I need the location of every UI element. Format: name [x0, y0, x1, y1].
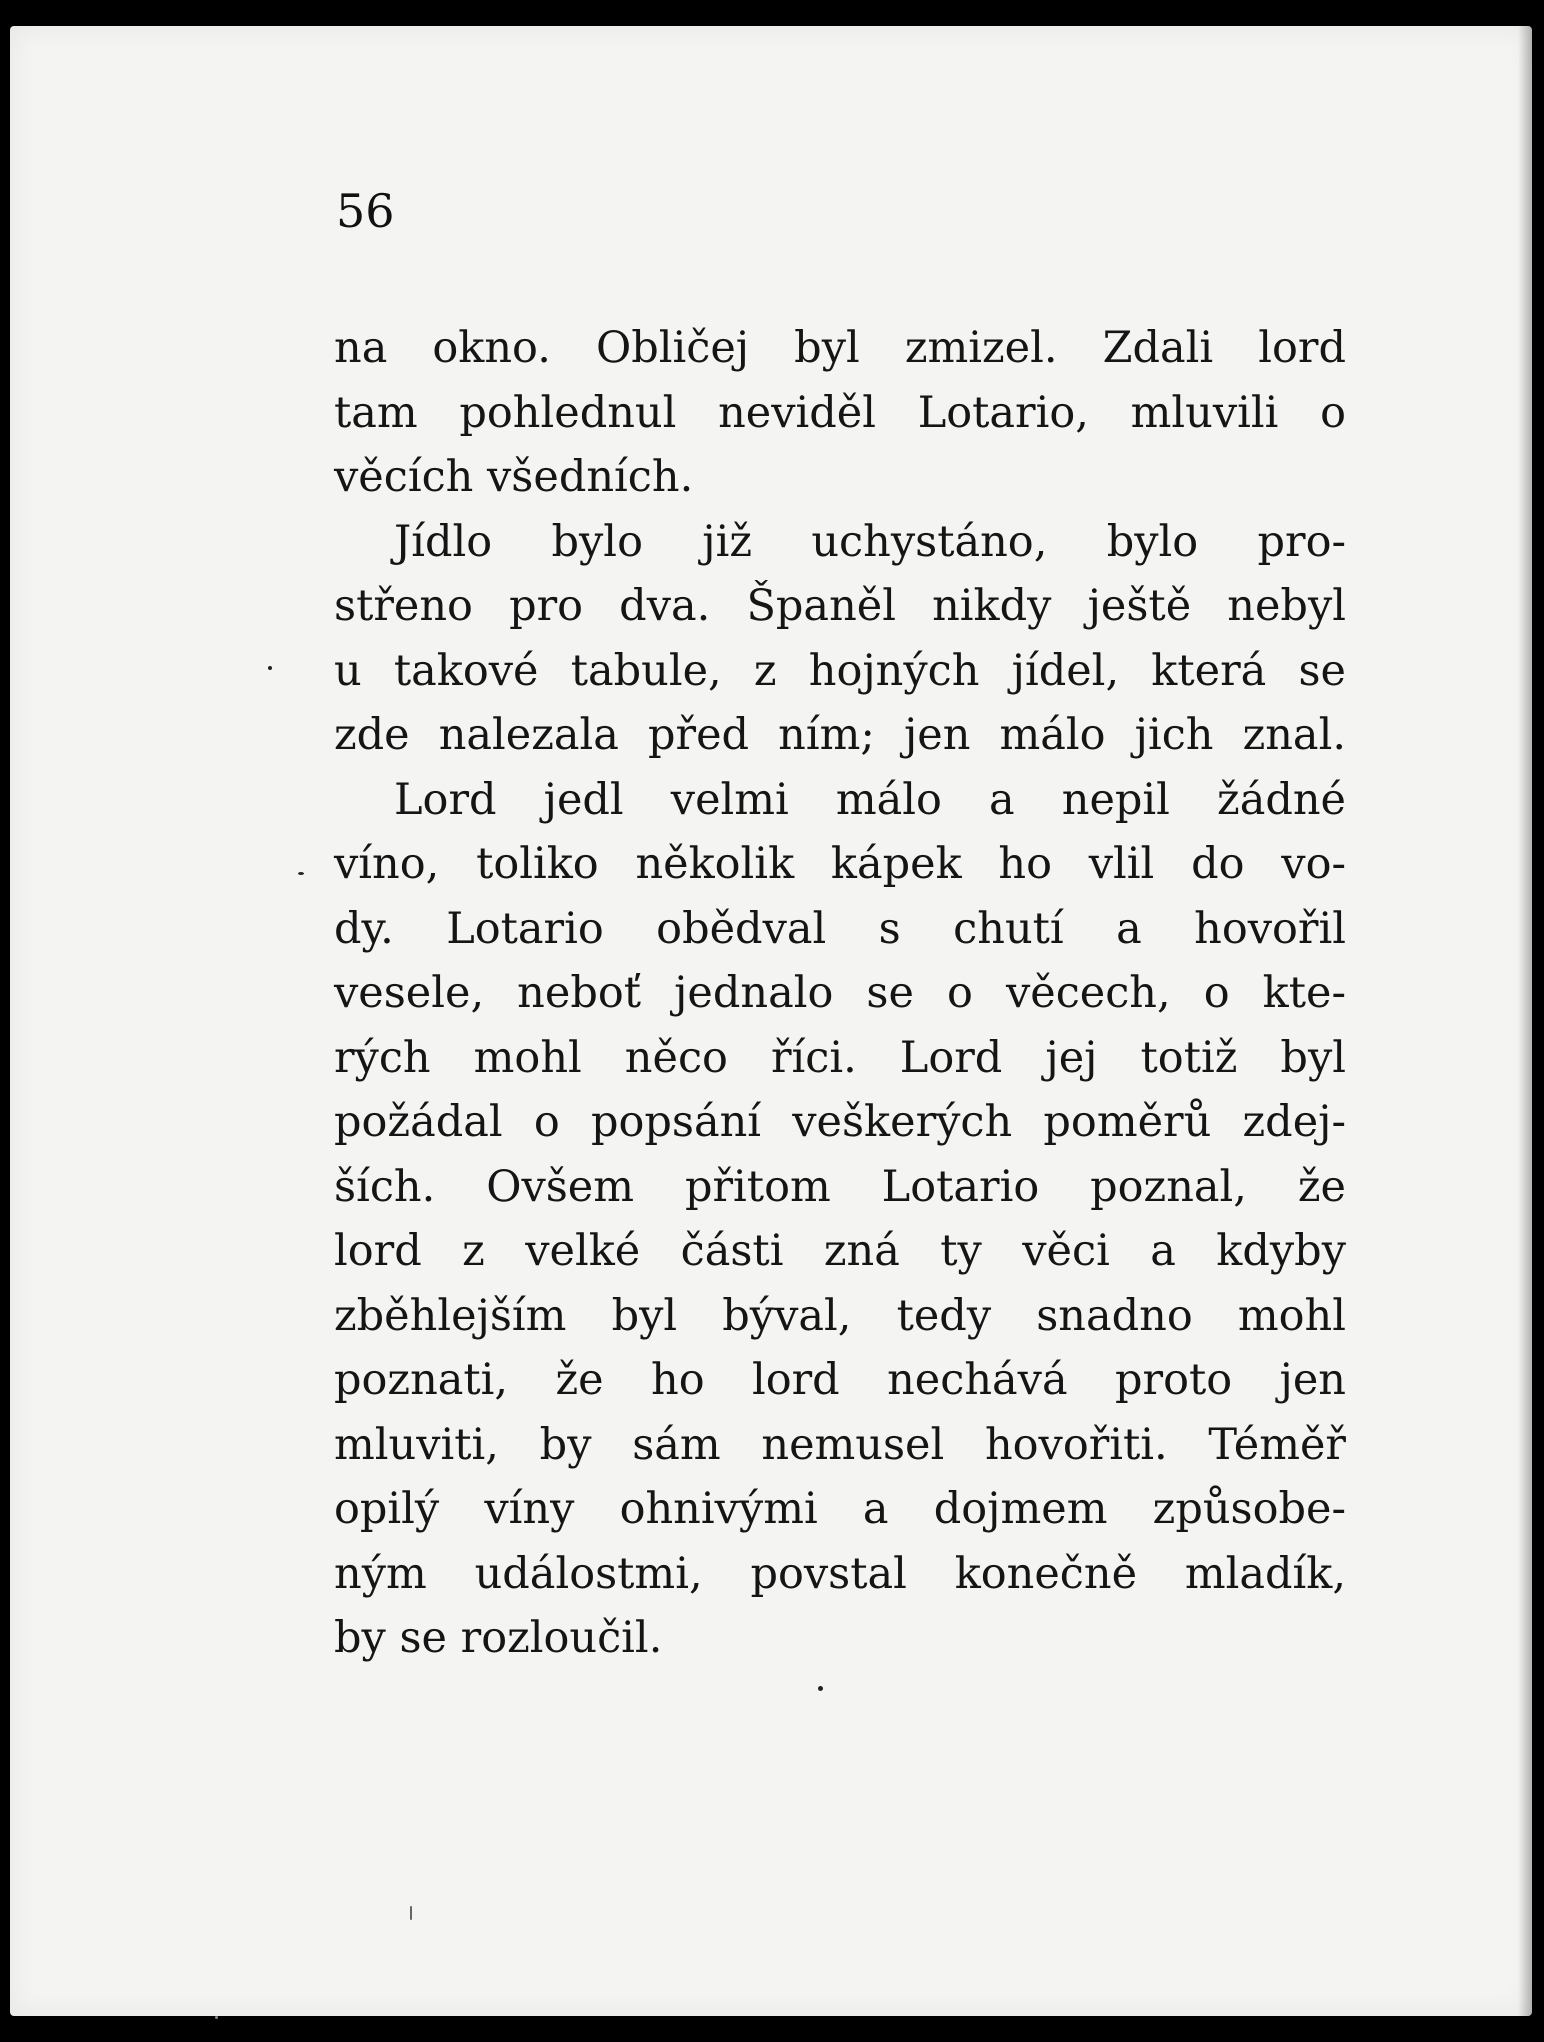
- text-line: rých mohl něco říci. Lord jej totiž byl: [334, 1032, 1346, 1083]
- book-page: [10, 26, 1532, 2016]
- text-line: ších. Ovšem přitom Lotario poznal, že: [334, 1161, 1346, 1212]
- text-line: víno, toliko několik kápek ho vlil do vo-: [334, 839, 1346, 889]
- text-line: u takové tabule, z hojných jídel, která se: [334, 645, 1346, 696]
- text-line: lord z velké části zná ty věci a kdyby: [334, 1226, 1346, 1276]
- text-line: věcích všedních.: [334, 452, 694, 502]
- page-edge-shadow: [1518, 26, 1532, 2016]
- scan-speck: [410, 1906, 412, 1920]
- scan-speck: [818, 1686, 823, 1691]
- text-line: vesele, neboť jednalo se o věcech, o kte-: [334, 968, 1346, 1018]
- scan-speck: [215, 2016, 218, 2019]
- text-line: poznati, že ho lord nechává proto jen: [334, 1355, 1346, 1405]
- text-line: dy. Lotario obědval s chutí a hovořil: [334, 903, 1346, 954]
- text-line: požádal o popsání veškerých poměrů zdej-: [334, 1097, 1346, 1147]
- page-number: 56: [336, 184, 395, 238]
- text-line: mluviti, by sám nemusel hovořiti. Téměř: [334, 1419, 1346, 1470]
- text-line: by se rozloučil.: [334, 1613, 663, 1663]
- text-line: zde nalezala před ním; jen málo jich znal.: [334, 710, 1346, 760]
- text-line: zběhlejším byl býval, tedy snadno mohl: [334, 1290, 1346, 1341]
- text-line: tam pohlednul neviděl Lotario, mluvili o: [334, 387, 1346, 438]
- text-line: Lord jedl velmi málo a nepil žádné: [394, 774, 1346, 825]
- scan-speck: [298, 872, 304, 875]
- text-line: opilý víny ohnivými a dojmem způsobe-: [334, 1484, 1346, 1534]
- body-text: [334, 316, 1346, 1671]
- scan-speck: [268, 666, 272, 670]
- text-line: ným událostmi, povstal konečně mladík,: [334, 1548, 1346, 1599]
- text-line: střeno pro dva. Španěl nikdy ještě nebyl: [334, 581, 1346, 631]
- text-line: Jídlo bylo již uchystáno, bylo pro-: [394, 516, 1346, 567]
- text-line: na okno. Obličej byl zmizel. Zdali lord: [334, 323, 1346, 373]
